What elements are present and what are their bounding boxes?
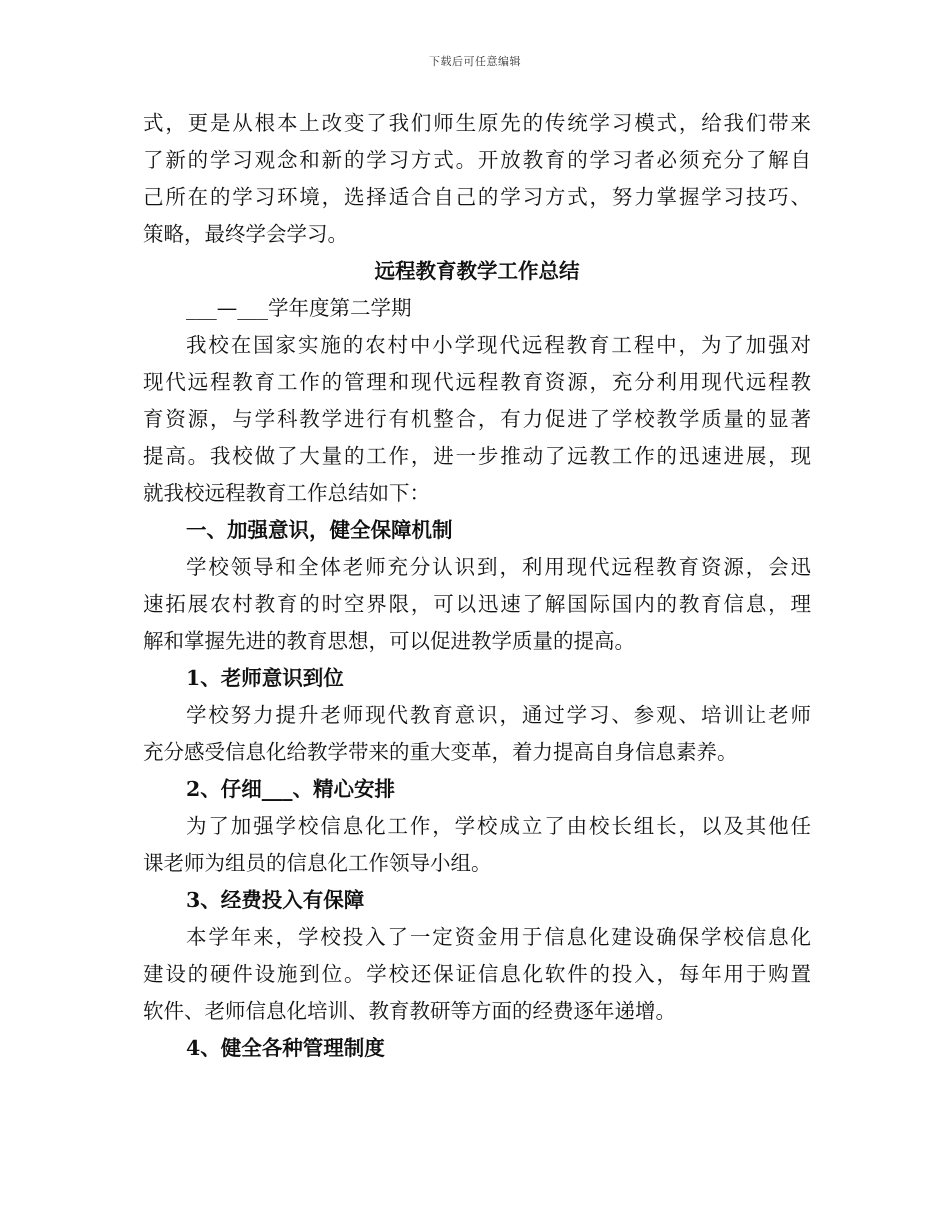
text-line: 学校领导和全体老师充分认识到，利用现代远程教育资源，会迅: [186, 555, 811, 579]
section-heading: 1、老师意识到位: [186, 666, 344, 690]
section-title: 远程教育教学工作总结: [374, 259, 580, 283]
text-line: 软件、老师信息化培训、教育教研等方面的经费逐年递增。: [143, 999, 676, 1023]
text-line: 解和掌握先进的教育思想，可以促进教学质量的提高。: [143, 629, 635, 653]
section-heading: 3、经费投入有保障: [186, 888, 365, 912]
text-line: 就我校远程教育工作总结如下：: [143, 481, 430, 505]
header-note: 下载后可任意编辑: [429, 55, 521, 68]
text-line: 现代远程教育工作的管理和现代远程教育资源，充分利用现代远程教: [143, 370, 811, 394]
section-heading: 一、加强意识，健全保障机制: [186, 518, 453, 542]
text-line: 为了加强学校信息化工作，学校成立了由校长组长，以及其他任: [186, 814, 811, 838]
document-body: [143, 105, 811, 1067]
text-line: 速拓展农村教育的时空界限，可以迅速了解国际国内的教育信息，理: [143, 592, 811, 616]
text-line: 育资源，与学科教学进行有机整合，有力促进了学校教学质量的显著: [143, 407, 811, 431]
section-heading: 2、仔细___、精心安排: [186, 777, 396, 801]
text-line: 策略，最终学会学习。: [143, 222, 348, 246]
text-line: 己所在的学习环境，选择适合自己的学习方式，努力掌握学习技巧、: [143, 185, 811, 209]
text-line: 课老师为组员的信息化工作领导小组。: [143, 851, 492, 875]
text-line: 建设的硬件设施到位。学校还保证信息化软件的投入，每年用于购置: [143, 962, 811, 986]
section-heading: 4、健全各种管理制度: [186, 1036, 385, 1060]
text-line: 充分感受信息化给教学带来的重大变革，着力提高自身信息素养。: [143, 740, 738, 764]
text-line: 提高。我校做了大量的工作，进一步推动了远教工作的迅速进展，现: [143, 444, 811, 468]
text-line: 式，更是从根本上改变了我们师生原先的传统学习模式，给我们带来: [143, 111, 811, 135]
text-line: 我校在国家实施的农村中小学现代远程教育工程中，为了加强对: [186, 333, 811, 357]
text-line: 本学年来，学校投入了一定资金用于信息化建设确保学校信息化: [186, 925, 811, 949]
text-line: 了新的学习观念和新的学习方式。开放教育的学习者必须充分了解自: [143, 148, 811, 172]
text-line: 学校努力提升老师现代教育意识，通过学习、参观、培训让老师: [186, 703, 811, 727]
text-line: ___—___学年度第二学期: [186, 296, 412, 320]
